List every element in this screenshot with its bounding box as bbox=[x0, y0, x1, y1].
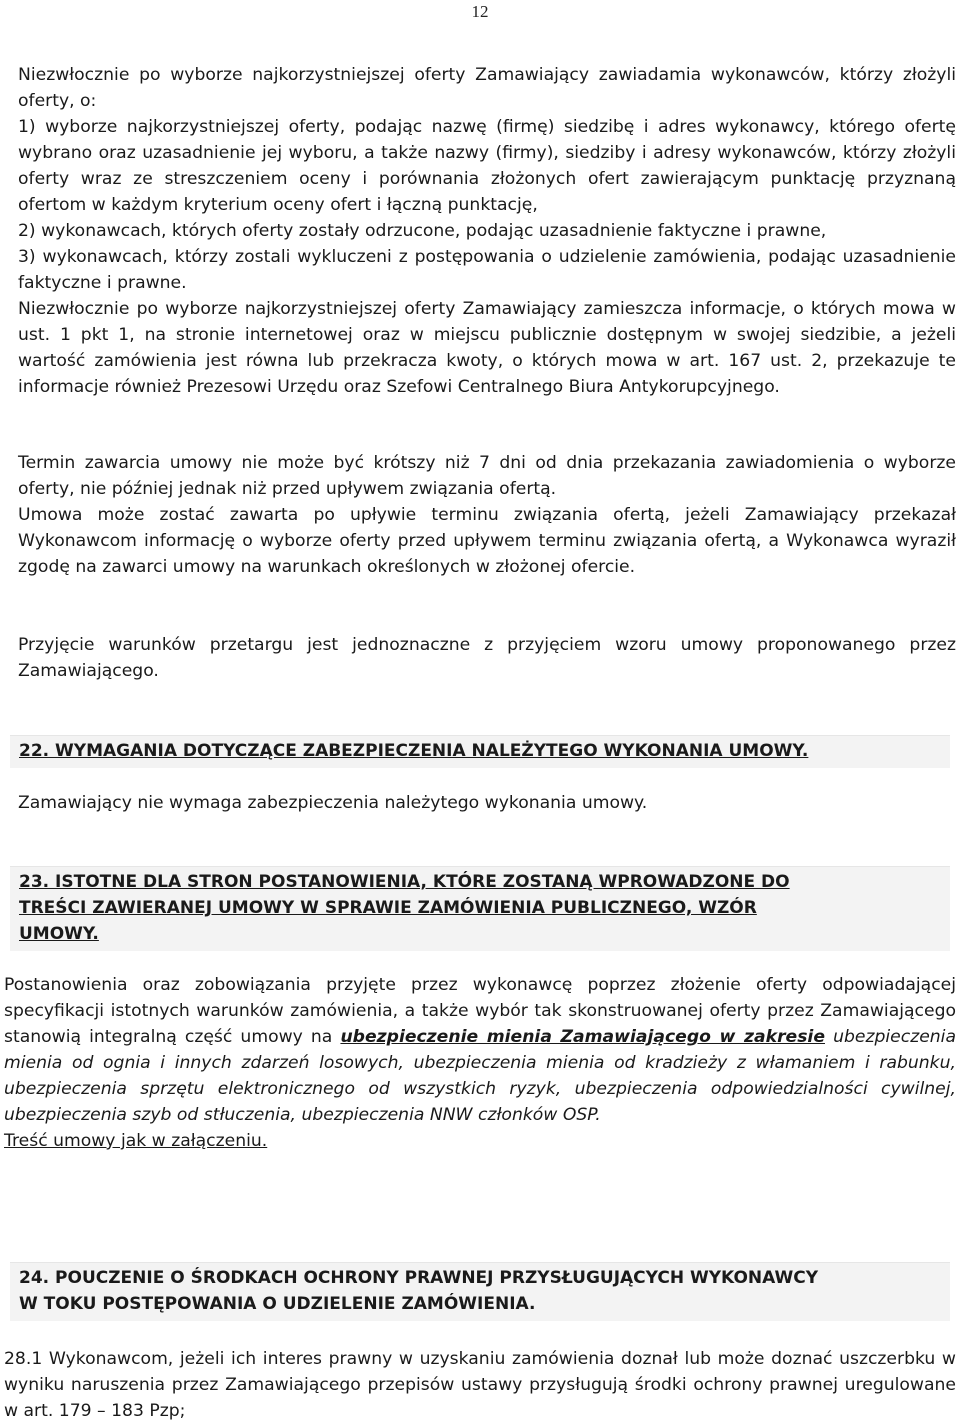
section-23-body bbox=[4, 972, 956, 1154]
section-22-text: Zamawiający nie wymaga zabezpieczenia należytego wykonania umowy. bbox=[18, 793, 648, 813]
section-23-attachment: Treść umowy jak w załączeniu. bbox=[4, 1131, 268, 1151]
section-22-body bbox=[18, 790, 956, 816]
section-23-paragraph bbox=[4, 972, 956, 1128]
notice-item-2: 2) wykonawcach, których oferty zostały odrzucone, podając uzasadnienie faktyczne i prawne, bbox=[18, 221, 827, 241]
section-22-heading-text: 22. WYMAGANIA DOTYCZĄCE ZABEZPIECZENIA NALEŻYTEGO WYKONANIA UMOWY. bbox=[19, 741, 809, 761]
section-22-heading bbox=[10, 735, 950, 768]
section-23-text-plain: Postanowienia oraz zobowiązania przyjęte przez wykonawcę poprzez złożenie oferty odpowiadającej specyfikacji istotnych warunków zamówienia, a także wybór tak skonstruowanej oferty przez Zamawiającego stanowią integralną część umowy na bbox=[4, 975, 956, 1047]
section-24-heading-line-2: W TOKU POSTĘPOWANIA O UDZIELENIE ZAMÓWIENIA. bbox=[19, 1294, 536, 1314]
section-24-heading-line-1: 24. POUCZENIE O ŚRODKACH OCHRONY PRAWNEJ PRZYSŁUGUJĄCYCH WYKONAWCY bbox=[19, 1268, 819, 1288]
section-24-heading bbox=[10, 1262, 950, 1321]
term-section bbox=[18, 450, 956, 580]
notice-publish: Niezwłocznie po wyborze najkorzystniejszej oferty Zamawiający zamieszcza informacje, o których mowa w ust. 1 pkt 1, na stronie internetowej oraz w miejscu publicznie dostępnym w swojej siedzibie, a jeżeli wartość zamówienia jest równa lub przekracza kwoty, o których mowa w art. 167 ust. 2, przekazuje te informacje również Prezesowi Urzędu oraz Szefowi Centralnego Biura Antykorupcyjnego. bbox=[18, 299, 956, 397]
section-24-body bbox=[4, 1346, 956, 1424]
acceptance-paragraph: Przyjęcie warunków przetargu jest jednoznaczne z przyjęciem wzoru umowy proponowanego przez Zamawiającego. bbox=[18, 635, 956, 681]
term-paragraph-1: Termin zawarcia umowy nie może być krótszy niż 7 dni od dnia przekazania zawiadomienia o wyborze oferty, nie później jednak niż przed upływem związania ofertą. bbox=[18, 453, 956, 499]
section-23-text-bold: ubezpieczenie mienia Zamawiającego w zakresie bbox=[340, 1027, 825, 1047]
section-23-heading-line-2: TREŚCI ZAWIERANEJ UMOWY W SPRAWIE ZAMÓWIENIA PUBLICZNEGO, WZÓR bbox=[19, 898, 757, 918]
section-23-heading bbox=[10, 866, 950, 951]
section-23-heading-line-1: 23. ISTOTNE DLA STRON POSTANOWIENIA, KTÓRE ZOSTANĄ WPROWADZONE DO bbox=[19, 872, 790, 892]
acceptance-section bbox=[18, 632, 956, 684]
page-number: 12 bbox=[471, 2, 489, 21]
notice-section bbox=[18, 62, 956, 400]
section-23-text-italic: ubezpieczenia mienia od ognia i innych zdarzeń losowych, ubezpieczenia mienia od kradzieży z włamaniem i rabunku, ubezpieczenia sprzętu elektronicznego od wszystkich ryzyk, ubezpieczenia odpowiedzialności cywilnej, ubezpieczenia szyb od stłuczenia, ubezpieczenia NNW członków OSP. bbox=[4, 1027, 956, 1125]
notice-item-1: 1) wyborze najkorzystniejszej oferty, podając nazwę (firmę) siedzibę i adres wykonawcy, którego ofertę wybrano oraz uzasadnienie jej wyboru, a także nazwy (firmy), siedziby i adresy wykonawców, którzy złożyli oferty wraz ze streszczeniem oceny i porównania złożonych ofert zawierającym punktację przyznaną ofertom w każdym kryterium oceny ofert i łączną punktację, bbox=[18, 117, 956, 215]
notice-item-3: 3) wykonawcach, którzy zostali wykluczeni z postępowania o udzielenie zamówienia, podając uzasadnienie faktyczne i prawne. bbox=[18, 247, 956, 293]
term-paragraph-2: Umowa może zostać zawarta po upływie terminu związania ofertą, jeżeli Zamawiający przekazał Wykonawcom informację o wyborze oferty przed upływem terminu związania ofertą, a Wykonawca wyraził zgodę na zawarci umowy na warunkach określonych w złożonej ofercie. bbox=[18, 505, 956, 577]
notice-intro: Niezwłocznie po wyborze najkorzystniejszej oferty Zamawiający zawiadamia wykonawców, którzy złożyli oferty, o: bbox=[18, 65, 956, 111]
section-24-text: 28.1 Wykonawcom, jeżeli ich interes prawny w uzyskaniu zamówienia doznał lub może doznać uszczerbku w wyniku naruszenia przez Zamawiającego przepisów ustawy przysługują środki ochrony prawnej uregulowane w art. 179 – 183 Pzp; bbox=[4, 1349, 956, 1421]
section-23-heading-line-3: UMOWY. bbox=[19, 924, 99, 944]
